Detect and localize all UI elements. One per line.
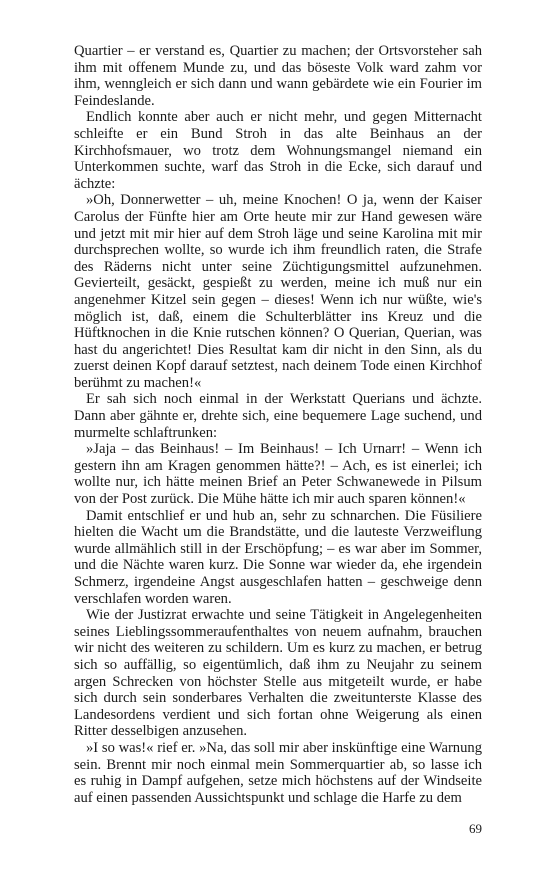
body-text — [74, 43, 482, 806]
paragraph: »Oh, Donnerwetter – uh, meine Knochen! O ja, wenn der Kaiser Carolus der Fünfte hier am Orte heute mir zur Hand gewesen wäre und jetzt mit mir hier auf dem Stroh läge und seine Karolina mit mir durchsprechen wollte, so wurde ich ihm freundlich raten, die Strafe des Räderns nicht unter seine Züchtigungsmittel aufzunehmen. Gevierteilt, gesäckt, gespießt zu werden, meine ich muß nur ein angenehmer Kitzel sein gegen – dieses! Wenn ich nur wüßte, wie's möglich ist, daß, einem die Schulterblätter ins Kreuz und die Hüftknochen in die Knie rutschen können? O Querian, Querian, was hast du angerichtet! Dies Resultat kam dir nicht in den Sinn, als du zuerst deinen Kopf darauf setztest, nach deinem Tode einen Kirchhof berühmt zu machen!« — [74, 192, 482, 391]
paragraph: Damit entschlief er und hub an, sehr zu schnarchen. Die Füsiliere hielten die Wacht um die Brandstätte, und die lauteste Verzweiflung wurde allmählich still in der Erschöpfung; – es war aber im Sommer, und die Nächte waren kurz. Die Sonne war wieder da, ehe irgendein Schmerz, irgendeine Angst ausgeschlafen hatten – geschweige denn verschlafen worden waren. — [74, 507, 482, 607]
paragraph: Er sah sich noch einmal in der Werkstatt Querians und ächzte. Dann aber gähnte er, drehte sich, eine bequemere Lage suchend, und murmelte schlaftrunken: — [74, 391, 482, 441]
page-number: 69 — [469, 821, 482, 836]
paragraph: »I so was!« rief er. »Na, das soll mir aber inskünftige eine Warnung sein. Brennt mir noch einmal mein Sommerquartier ab, so lasse ich es ruhig in Dampf aufgehen, setze mich höchstens auf der Windseite auf einen passenden Aussichtspunkt und schlage die Harfe zu dem — [74, 739, 482, 806]
paragraph: Endlich konnte aber auch er nicht mehr, und gegen Mitternacht schleifte er ein Bund Stroh in das alte Beinhaus an der Kirchhofsmauer, wo trotz dem Wohnungsmangel niemand ein Unterkommen suchte, warf das Stroh in die Ecke, sich darauf und ächzte: — [74, 109, 482, 192]
paragraph: Quartier – er verstand es, Quartier zu machen; der Ortsvorsteher sah ihm mit offenem Munde zu, und das böseste Volk ward zahm vor ihm, wenngleich er sich dann und wann gebärdete wie ein Fourier im Feindeslande. — [74, 43, 482, 109]
paragraph: »Jaja – das Beinhaus! – Im Beinhaus! – Ich Urnarr! – Wenn ich gestern ihn am Kragen genommen hätte?! – Ach, es ist einerlei; ich wollte nur, ich hätte meinen Brief an Peter Schwanewede in Pilsum von der Post zurück. Die Mühe hätte ich mir auch sparen können!« — [74, 441, 482, 508]
paragraph: Wie der Justizrat erwachte und seine Tätigkeit in Angelegenheiten seines Lieblingssommeraufenthaltes von neuem aufnahm, brauchen wir nicht des weiteren zu schildern. Um es kurz zu machen, er betrug sich so auffällig, so eigentümlich, daß ihm zu Neujahr zu seinem argen Schrecken von höchster Stelle aus mitgeteilt wurde, er habe sich durch sein sonderbares Verhalten die zweitunterste Klasse des Landesordens verdient und sich fortan ohne Weigerung als einen Ritter desselbigen anzusehen. — [74, 607, 482, 740]
